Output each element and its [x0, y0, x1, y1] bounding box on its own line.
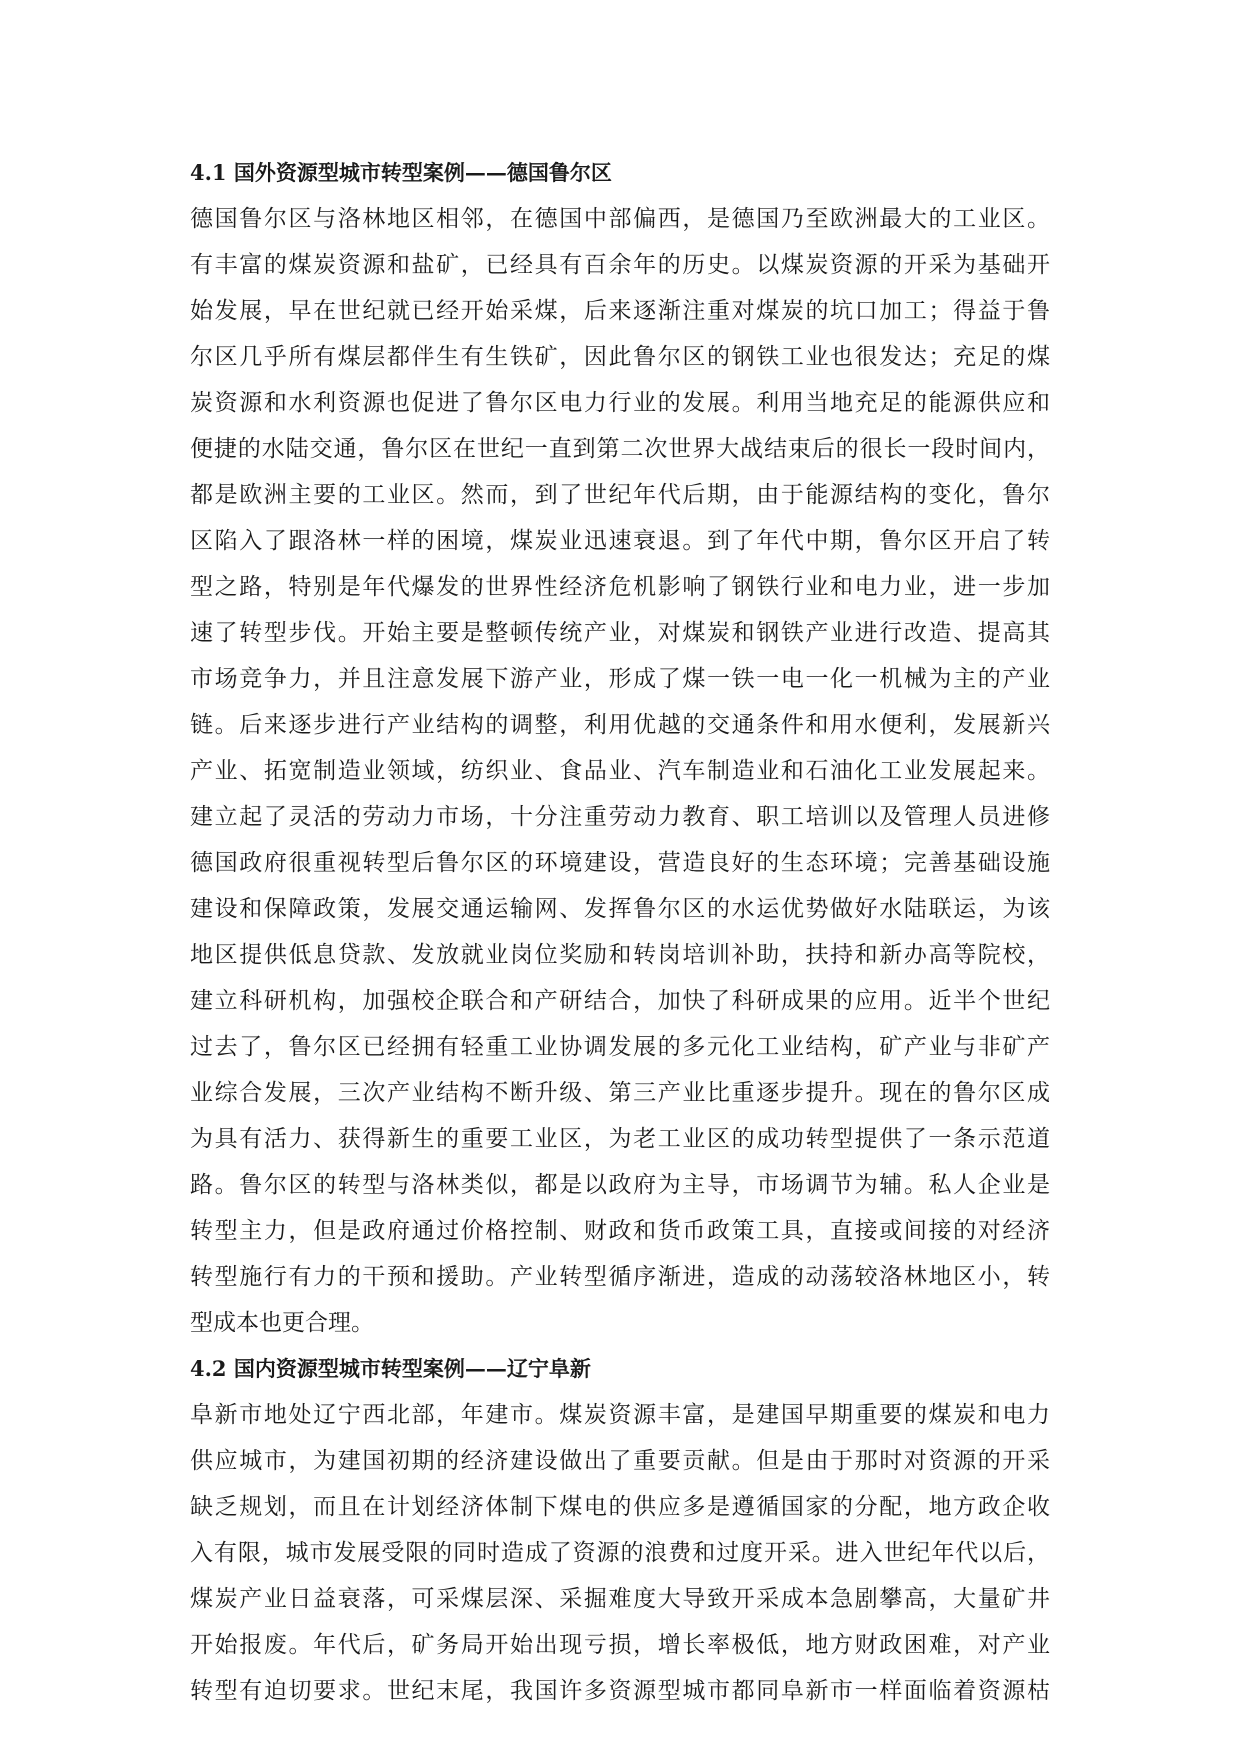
paragraph-line: 业综合发展，三次产业结构不断升级、第三产业比重逐步提升。现在的鲁尔区成	[190, 1080, 1050, 1106]
paragraph-line: 型成本也更合理。	[190, 1310, 374, 1336]
paragraph-line: 速了转型步伐。开始主要是整顿传统产业，对煤炭和钢铁产业进行改造、提高其	[190, 620, 1050, 646]
paragraph-line: 路。鲁尔区的转型与洛林类似，都是以政府为主导，市场调节为辅。私人企业是	[190, 1172, 1050, 1198]
paragraph-line: 产业、拓宽制造业领域，纺织业、食品业、汽车制造业和石油化工业发展起来。	[190, 758, 1050, 784]
paragraph-line: 供应城市，为建国初期的经济建设做出了重要贡献。但是由于那时对资源的开采	[190, 1448, 1050, 1474]
paragraph-line: 都是欧洲主要的工业区。然而，到了世纪年代后期，由于能源结构的变化，鲁尔	[190, 482, 1050, 508]
paragraph-line: 市场竞争力，并且注意发展下游产业，形成了煤一铁一电一化一机械为主的产业	[190, 666, 1050, 692]
paragraph-line: 便捷的水陆交通，鲁尔区在世纪一直到第二次世界大战结束后的很长一段时间内，	[190, 436, 1050, 462]
section-heading-fuxin: 4.2 国内资源型城市转型案例——辽宁阜新	[190, 1356, 591, 1381]
paragraph-line: 转型有迫切要求。世纪末尾，我国许多资源型城市都同阜新市一样面临着资源枯	[190, 1678, 1050, 1704]
paragraph-line: 地区提供低息贷款、发放就业岗位奖励和转岗培训补助，扶持和新办高等院校，	[190, 942, 1050, 968]
paragraph-line: 炭资源和水利资源也促进了鲁尔区电力行业的发展。利用当地充足的能源供应和	[190, 390, 1050, 416]
document-page	[190, 150, 1050, 1714]
paragraph-line: 入有限，城市发展受限的同时造成了资源的浪费和过度开采。进入世纪年代以后，	[190, 1540, 1050, 1566]
paragraph-line: 尔区几乎所有煤层都伴生有生铁矿，因此鲁尔区的钢铁工业也很发达；充足的煤	[190, 344, 1050, 370]
paragraph-line: 区陷入了跟洛林一样的困境，煤炭业迅速衰退。到了年代中期，鲁尔区开启了转	[190, 528, 1050, 554]
paragraph-line: 过去了，鲁尔区已经拥有轻重工业协调发展的多元化工业结构，矿产业与非矿产	[190, 1034, 1050, 1060]
paragraph-line: 建立科研机构，加强校企联合和产研结合，加快了科研成果的应用。近半个世纪	[190, 988, 1050, 1014]
paragraph-line: 煤炭产业日益衰落，可采煤层深、采掘难度大导致开采成本急剧攀高，大量矿井	[190, 1586, 1050, 1612]
paragraph-line: 转型施行有力的干预和援助。产业转型循序渐进，造成的动荡较洛林地区小，转	[190, 1264, 1050, 1290]
paragraph-line: 为具有活力、获得新生的重要工业区，为老工业区的成功转型提供了一条示范道	[190, 1126, 1050, 1152]
paragraph-line: 有丰富的煤炭资源和盐矿，已经具有百余年的历史。以煤炭资源的开采为基础开	[190, 252, 1050, 278]
paragraph-line: 阜新市地处辽宁西北部，年建市。煤炭资源丰富，是建国早期重要的煤炭和电力	[190, 1402, 1050, 1428]
paragraph-line: 转型主力，但是政府通过价格控制、财政和货币政策工具，直接或间接的对经济	[190, 1218, 1050, 1244]
paragraph-line: 链。后来逐步进行产业结构的调整，利用优越的交通条件和用水便利，发展新兴	[190, 712, 1050, 738]
paragraph-line: 德国政府很重视转型后鲁尔区的环境建设，营造良好的生态环境；完善基础设施	[190, 850, 1050, 876]
section-body-fuxin	[190, 1392, 1050, 1714]
paragraph-line: 建设和保障政策，发展交通运输网、发挥鲁尔区的水运优势做好水陆联运，为该	[190, 896, 1050, 922]
section-heading-ruhr: 4.1 国外资源型城市转型案例——德国鲁尔区	[190, 160, 612, 185]
paragraph-line: 建立起了灵活的劳动力市场，十分注重劳动力教育、职工培训以及管理人员进修	[190, 804, 1050, 830]
paragraph-line: 开始报废。年代后，矿务局开始出现亏损，增长率极低，地方财政困难，对产业	[190, 1632, 1050, 1658]
paragraph-line: 型之路，特别是年代爆发的世界性经济危机影响了钢铁行业和电力业，进一步加	[190, 574, 1050, 600]
paragraph-line: 缺乏规划，而且在计划经济体制下煤电的供应多是遵循国家的分配，地方政企收	[190, 1494, 1050, 1520]
section-body-ruhr	[190, 196, 1050, 1346]
paragraph-line: 始发展，早在世纪就已经开始采煤，后来逐渐注重对煤炭的坑口加工；得益于鲁	[190, 298, 1050, 324]
paragraph-line: 德国鲁尔区与洛林地区相邻，在德国中部偏西，是德国乃至欧洲最大的工业区。	[190, 206, 1050, 232]
